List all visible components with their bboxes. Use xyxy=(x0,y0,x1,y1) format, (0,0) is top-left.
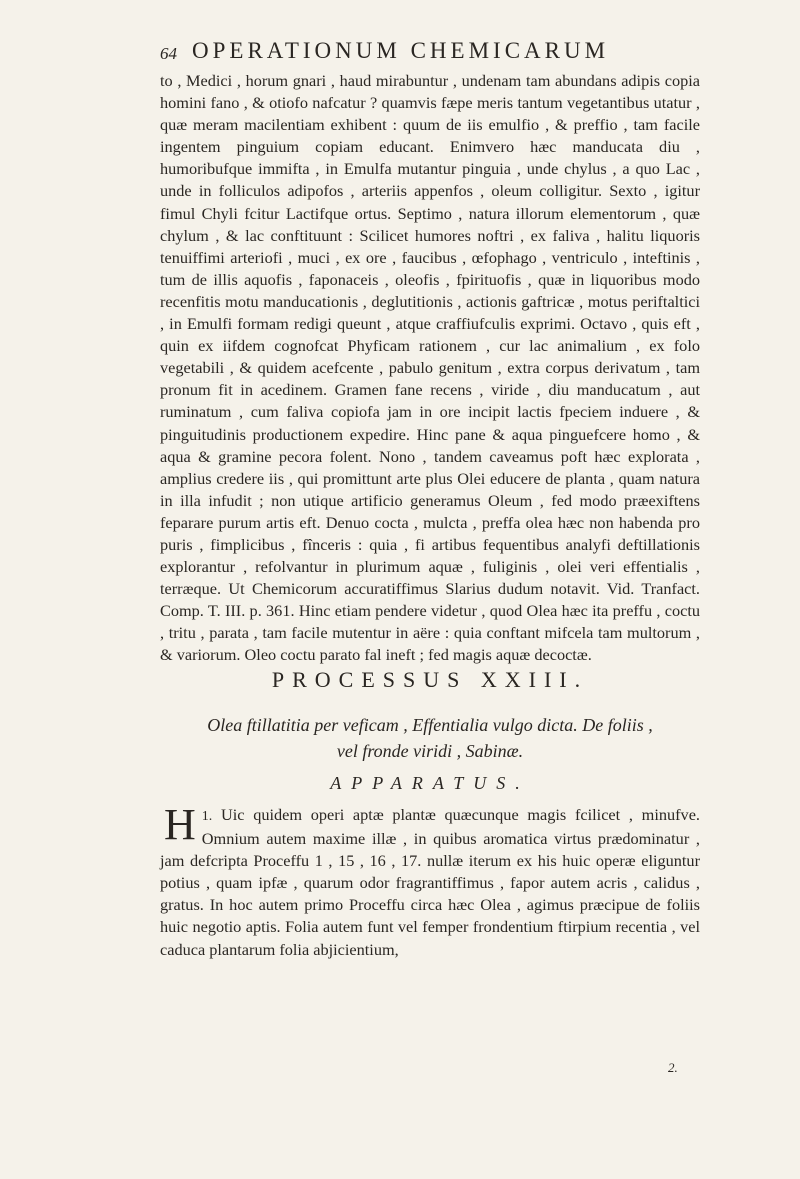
catchword: 2. xyxy=(668,1060,678,1075)
section-text: Uic quidem operi aptæ plantæ quæcunque magis fcilicet , minufve. Omnium autem maxime illæ , in quibus aromatica virtus prædominatur , jam defcripta Proceffu 1 , 15 , 16 , 17. nullæ iterum ex his huic operæ eliguntur potius , quam ipfæ , quarum odor fragrantiffimus , fapor autem acris , calidus , gratus. In hoc autem primo Proceffu circa hæc Olea , agimus præcipue de foliis huic negotio aptis. Folia autem funt vel femper frondentium ftirpium recentia , vel caduca plantarum folia abjicientium, xyxy=(160,805,700,959)
running-head: OPERATIONUM CHEMICARUM xyxy=(192,38,610,63)
process-subtitle xyxy=(160,712,700,764)
section-1 xyxy=(160,800,700,961)
page-header xyxy=(160,38,700,72)
drop-cap: H xyxy=(164,800,196,849)
apparatus-heading: APPARATUS. xyxy=(330,773,530,793)
section-number: 1. xyxy=(201,809,213,824)
paragraph-text: to , Medici , horum gnari , haud mirabuntur , undenam tam abundans adipis copia homini fano , & otiofo nafcatur ? quamvis fæpe meris tantum vegetantibus utatur , quæ meram macilentiam exhibent : quum de iis emulfio , & preffio , tam facile ingentem pinguium copiam educant. Enimvero hæc manducata diu , humoribufque immifta , in Emulfa mutantur pinguia , unde chylus , a quo Lac , unde in folliculos adipofos , arteriis appenfos , oleum colligitur. Sexto , igitur fimul Chyli fcitur Lactifque ortus. Septimo , natura illorum elementorum , quæ chylum , & lac conftituunt : Scilicet humores noftri , ex faliva , halitu liquoris tenuiffimi arteriofi , muci , ex ore , faucibus , œfophago , ventriculo , inteftinis , tum de illis aquofis , faponaceis , oleofis , fpirituofis , quæ in liquoribus modo recenfitis motu manducationis , deglutitionis , actionis gaftricæ , motus periftaltici , in Emulfi formam redigi queunt , atque craffiufculis exprimi. Octavo , quis eft , quin ex iifdem cognofcat Phyficam rationem , cur lac animalium , ex folo vegetabili , & quidem acefcente , pabulo genitum , extra corpus derivatum , tam pronum fit in acedinem. Gramen fane recens , viride , diu manducatum , aut ruminatum , cum faliva copiofa jam in ore incipit lactis fpeciem induere , & pinguitudinis productionem expedire. Hinc pane & aqua pinguefcere homo , & aqua & gramine pecora folent. Nono , tandem caveamus poft hæc explorata , amplius credere iis , qui promittunt arte plus Olei educere de planta , quam natura in illa infudit ; non utique artificio generamus Oleum , fed modo præexiftens feparare purum artis eft. Denuo cocta , mulcta , preffa olea hæc non habenda pro puris , fimplicibus , fînceris : quia , fi artibus fequentibus analyfi deftillationis explorantur , refolvantur in plurimum aquæ , fuliginis , olei veri effentialis , terræque. Ut Chemicorum accuratiffimus Slarius dudum notavit. Vid. Tranfact. Comp. T. III. p. 361. Hinc etiam pendere videtur , quod Olea hæc ita preffu , coctu , tritu , parata , tam facile mutentur in aëre : quia conftant mifcela tam multorum , & variorum. Oleo coctu parato fal ineft ; fed magis aquæ decoctæ. xyxy=(160,71,700,665)
page-number: 64 xyxy=(160,44,177,63)
subtitle-line-2: vel fronde viridi , Sabinæ. xyxy=(336,741,524,761)
process-title: PROCESSUS XXIII. xyxy=(271,667,589,692)
main-paragraph xyxy=(160,70,700,667)
subtitle-line-1: Olea ftillatitia per veficam , Effentialia vulgo dicta. De foliis , xyxy=(207,715,653,735)
